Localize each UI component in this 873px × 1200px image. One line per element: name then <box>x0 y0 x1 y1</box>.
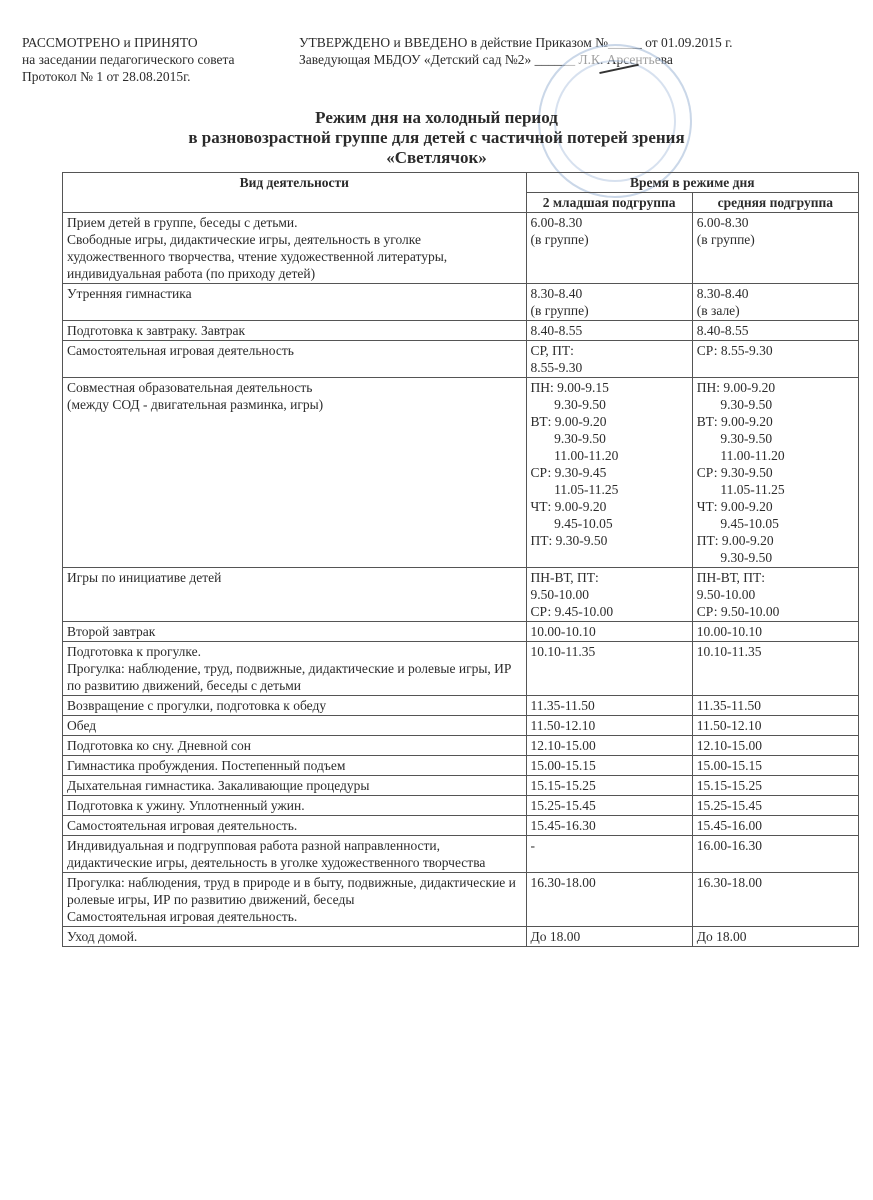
activity-cell: Игры по инициативе детей <box>63 568 527 622</box>
activity-cell: Совместная образовательная деятельность (между СОД - двигательная разминка, игры) <box>63 378 527 568</box>
time-younger-cell: 15.25-15.45 <box>526 796 692 816</box>
activity-cell: Уход домой. <box>63 927 527 947</box>
table-row <box>63 796 859 816</box>
time-younger-cell: 12.10-15.00 <box>526 736 692 756</box>
time-younger-cell: До 18.00 <box>526 927 692 947</box>
time-middle-cell: 15.25-15.45 <box>692 796 858 816</box>
time-younger-cell: 15.15-15.25 <box>526 776 692 796</box>
time-middle-cell: 15.15-15.25 <box>692 776 858 796</box>
time-younger-cell: 11.35-11.50 <box>526 696 692 716</box>
pedagogical-council-approval <box>22 34 292 85</box>
header-time: Время в режиме дня <box>526 173 858 193</box>
time-middle-cell: 6.00-8.30 (в группе) <box>692 213 858 284</box>
activity-cell: Подготовка к прогулке. Прогулка: наблюдение, труд, подвижные, дидактические и ролевые игры, ИР по развитию движений, беседы с детьми <box>63 642 527 696</box>
time-middle-cell: 8.30-8.40 (в зале) <box>692 284 858 321</box>
table-row <box>63 213 859 284</box>
activity-cell: Прием детей в группе, беседы с детьми. Свободные игры, дидактические игры, деятельность в уголке художественного творчества, чтение художественной литературы, индивидуальная работа (по приходу детей) <box>63 213 527 284</box>
table-row <box>63 321 859 341</box>
activity-cell: Индивидуальная и подгрупповая работа разной направленности, дидактические игры, деятельность в уголке художественного творчества <box>63 836 527 873</box>
activity-cell: Самостоятельная игровая деятельность <box>63 341 527 378</box>
time-middle-cell: ПН: 9.00-9.20 9.30-9.50 ВТ: 9.00-9.20 9.30-9.50 11.00-11.20 СР: 9.30-9.50 11.05-11.25 ЧТ: 9.00-9.20 9.45-10.05 ПТ: 9.00-9.20 9.30-9.50 <box>692 378 858 568</box>
time-younger-cell: ПН-ВТ, ПТ: 9.50-10.00 СР: 9.45-10.00 <box>526 568 692 622</box>
table-row <box>63 776 859 796</box>
title-line: «Светлячок» <box>386 148 487 167</box>
table-row <box>63 622 859 642</box>
time-younger-cell: 8.30-8.40 (в группе) <box>526 284 692 321</box>
table-header-row <box>63 173 859 193</box>
activity-cell: Обед <box>63 716 527 736</box>
time-middle-cell: 11.50-12.10 <box>692 716 858 736</box>
activity-cell: Гимнастика пробуждения. Постепенный подъем <box>63 756 527 776</box>
approval-left-line: РАССМОТРЕНО и ПРИНЯТО <box>22 35 198 50</box>
time-middle-cell: СР: 8.55-9.30 <box>692 341 858 378</box>
time-middle-cell: 8.40-8.55 <box>692 321 858 341</box>
table-row <box>63 378 859 568</box>
activity-cell: Подготовка ко сну. Дневной сон <box>63 736 527 756</box>
time-middle-cell: 16.00-16.30 <box>692 836 858 873</box>
time-younger-cell: СР, ПТ: 8.55-9.30 <box>526 341 692 378</box>
header-activity: Вид деятельности <box>63 173 527 213</box>
time-younger-cell: ПН: 9.00-9.15 9.30-9.50 ВТ: 9.00-9.20 9.30-9.50 11.00-11.20 СР: 9.30-9.45 11.05-11.25 ЧТ: 9.00-9.20 9.45-10.05 ПТ: 9.30-9.50 <box>526 378 692 568</box>
time-middle-cell: 16.30-18.00 <box>692 873 858 927</box>
time-younger-cell: 6.00-8.30 (в группе) <box>526 213 692 284</box>
table-row <box>63 756 859 776</box>
table-row <box>63 696 859 716</box>
activity-cell: Подготовка к ужину. Уплотненный ужин. <box>63 796 527 816</box>
title-line: Режим дня на холодный период <box>315 108 558 127</box>
table-row <box>63 736 859 756</box>
time-middle-cell: 15.45-16.00 <box>692 816 858 836</box>
title-line: в разновозрастной группе для детей с частичной потерей зрения <box>188 128 685 147</box>
table-row <box>63 716 859 736</box>
approval-left-line: Протокол № 1 от 28.08.2015г. <box>22 69 191 84</box>
table-row <box>63 927 859 947</box>
daily-schedule-table <box>62 172 859 947</box>
activity-cell: Подготовка к завтраку. Завтрак <box>63 321 527 341</box>
table-row <box>63 642 859 696</box>
table-row <box>63 284 859 321</box>
time-younger-cell: 15.45-16.30 <box>526 816 692 836</box>
time-middle-cell: До 18.00 <box>692 927 858 947</box>
activity-cell: Возвращение с прогулки, подготовка к обеду <box>63 696 527 716</box>
approval-right-line: УТВЕРЖДЕНО и ВВЕДЕНО в действие Приказом №_____ от 01.09.2015 г. <box>299 35 733 50</box>
activity-cell: Самостоятельная игровая деятельность. <box>63 816 527 836</box>
time-middle-cell: 11.35-11.50 <box>692 696 858 716</box>
document-title <box>0 108 873 168</box>
table-row <box>63 816 859 836</box>
schedule-body <box>63 213 859 947</box>
activity-cell: Второй завтрак <box>63 622 527 642</box>
table-row <box>63 836 859 873</box>
time-younger-cell: 15.00-15.15 <box>526 756 692 776</box>
table-row <box>63 568 859 622</box>
time-middle-cell: 12.10-15.00 <box>692 736 858 756</box>
time-younger-cell: 10.10-11.35 <box>526 642 692 696</box>
activity-cell: Утренняя гимнастика <box>63 284 527 321</box>
activity-cell: Дыхательная гимнастика. Закаливающие процедуры <box>63 776 527 796</box>
header-group-middle: средняя подгруппа <box>692 193 858 213</box>
time-younger-cell: 8.40-8.55 <box>526 321 692 341</box>
time-middle-cell: 15.00-15.15 <box>692 756 858 776</box>
time-middle-cell: 10.00-10.10 <box>692 622 858 642</box>
time-younger-cell: 11.50-12.10 <box>526 716 692 736</box>
header-group-younger: 2 младшая подгруппа <box>526 193 692 213</box>
activity-cell: Прогулка: наблюдения, труд в природе и в быту, подвижные, дидактические и ролевые игры, ИР по развитию движений, беседы Самостоятельная игровая деятельность. <box>63 873 527 927</box>
time-younger-cell: 10.00-10.10 <box>526 622 692 642</box>
time-younger-cell: 16.30-18.00 <box>526 873 692 927</box>
time-younger-cell: - <box>526 836 692 873</box>
time-middle-cell: 10.10-11.35 <box>692 642 858 696</box>
approval-left-line: на заседании педагогического совета <box>22 52 235 67</box>
time-middle-cell: ПН-ВТ, ПТ: 9.50-10.00 СР: 9.50-10.00 <box>692 568 858 622</box>
table-row <box>63 341 859 378</box>
table-row <box>63 873 859 927</box>
approval-right-line: Заведующая МБДОУ «Детский сад №2» ______ Л.К. Арсентьева <box>299 52 673 67</box>
